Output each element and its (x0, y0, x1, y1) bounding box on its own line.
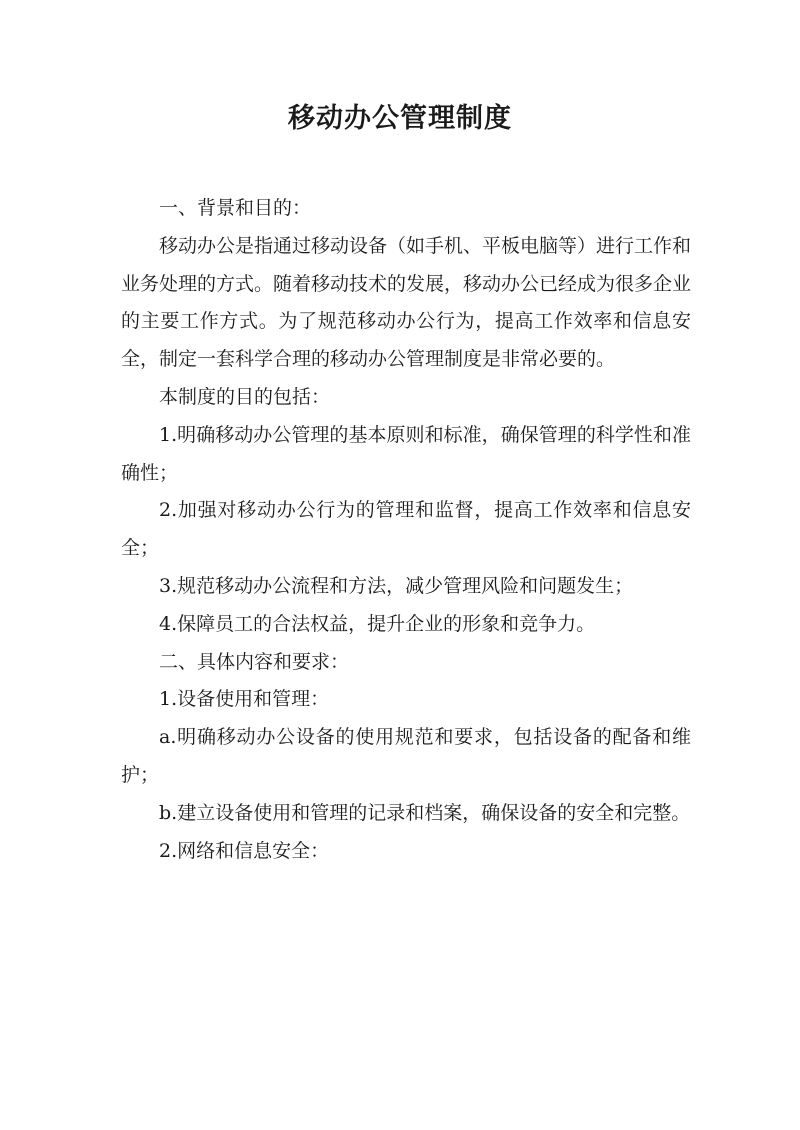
paragraph-purpose-lead: 本制度的目的包括： (159, 385, 331, 408)
paragraph-intro: 移动办公是指通过移动设备（如手机、平板电脑等）进行工作和业务处理的方式。随着移动技术的发展，移动办公已经成为很多企业的主要工作方式。为了规范移动办公行为，提高工作效率和信息安全，制定一套科学合理的移动办公管理制度是非常必要的。 (121, 234, 692, 371)
document-title: 移动办公管理制度 (288, 103, 512, 134)
list-item-purpose-4: 4.保障员工的合法权益，提升企业的形象和竞争力。 (159, 612, 596, 635)
document-body (121, 190, 691, 870)
section-heading-background: 一、背景和目的： (159, 197, 312, 219)
subsection-heading-network: 2.网络和信息安全： (159, 839, 330, 862)
section-heading-content: 二、具体内容和要求： (159, 650, 350, 673)
list-item-devices-b: b.建立设备使用和管理的记录和档案，确保设备的安全和完整。 (159, 801, 691, 824)
list-item-purpose-1: 1.明确移动办公管理的基本原则和标准，确保管理的科学性和准确性； (121, 423, 691, 484)
subsection-heading-devices: 1.设备使用和管理： (159, 688, 330, 711)
list-item-devices-a: a.明确移动办公设备的使用规范和要求，包括设备的配备和维护； (121, 726, 691, 786)
list-item-purpose-2: 2.加强对移动办公行为的管理和监督，提高工作效率和信息安全； (121, 499, 691, 560)
list-item-purpose-3: 3.规范移动办公流程和方法，减少管理风险和问题发生； (159, 574, 634, 597)
